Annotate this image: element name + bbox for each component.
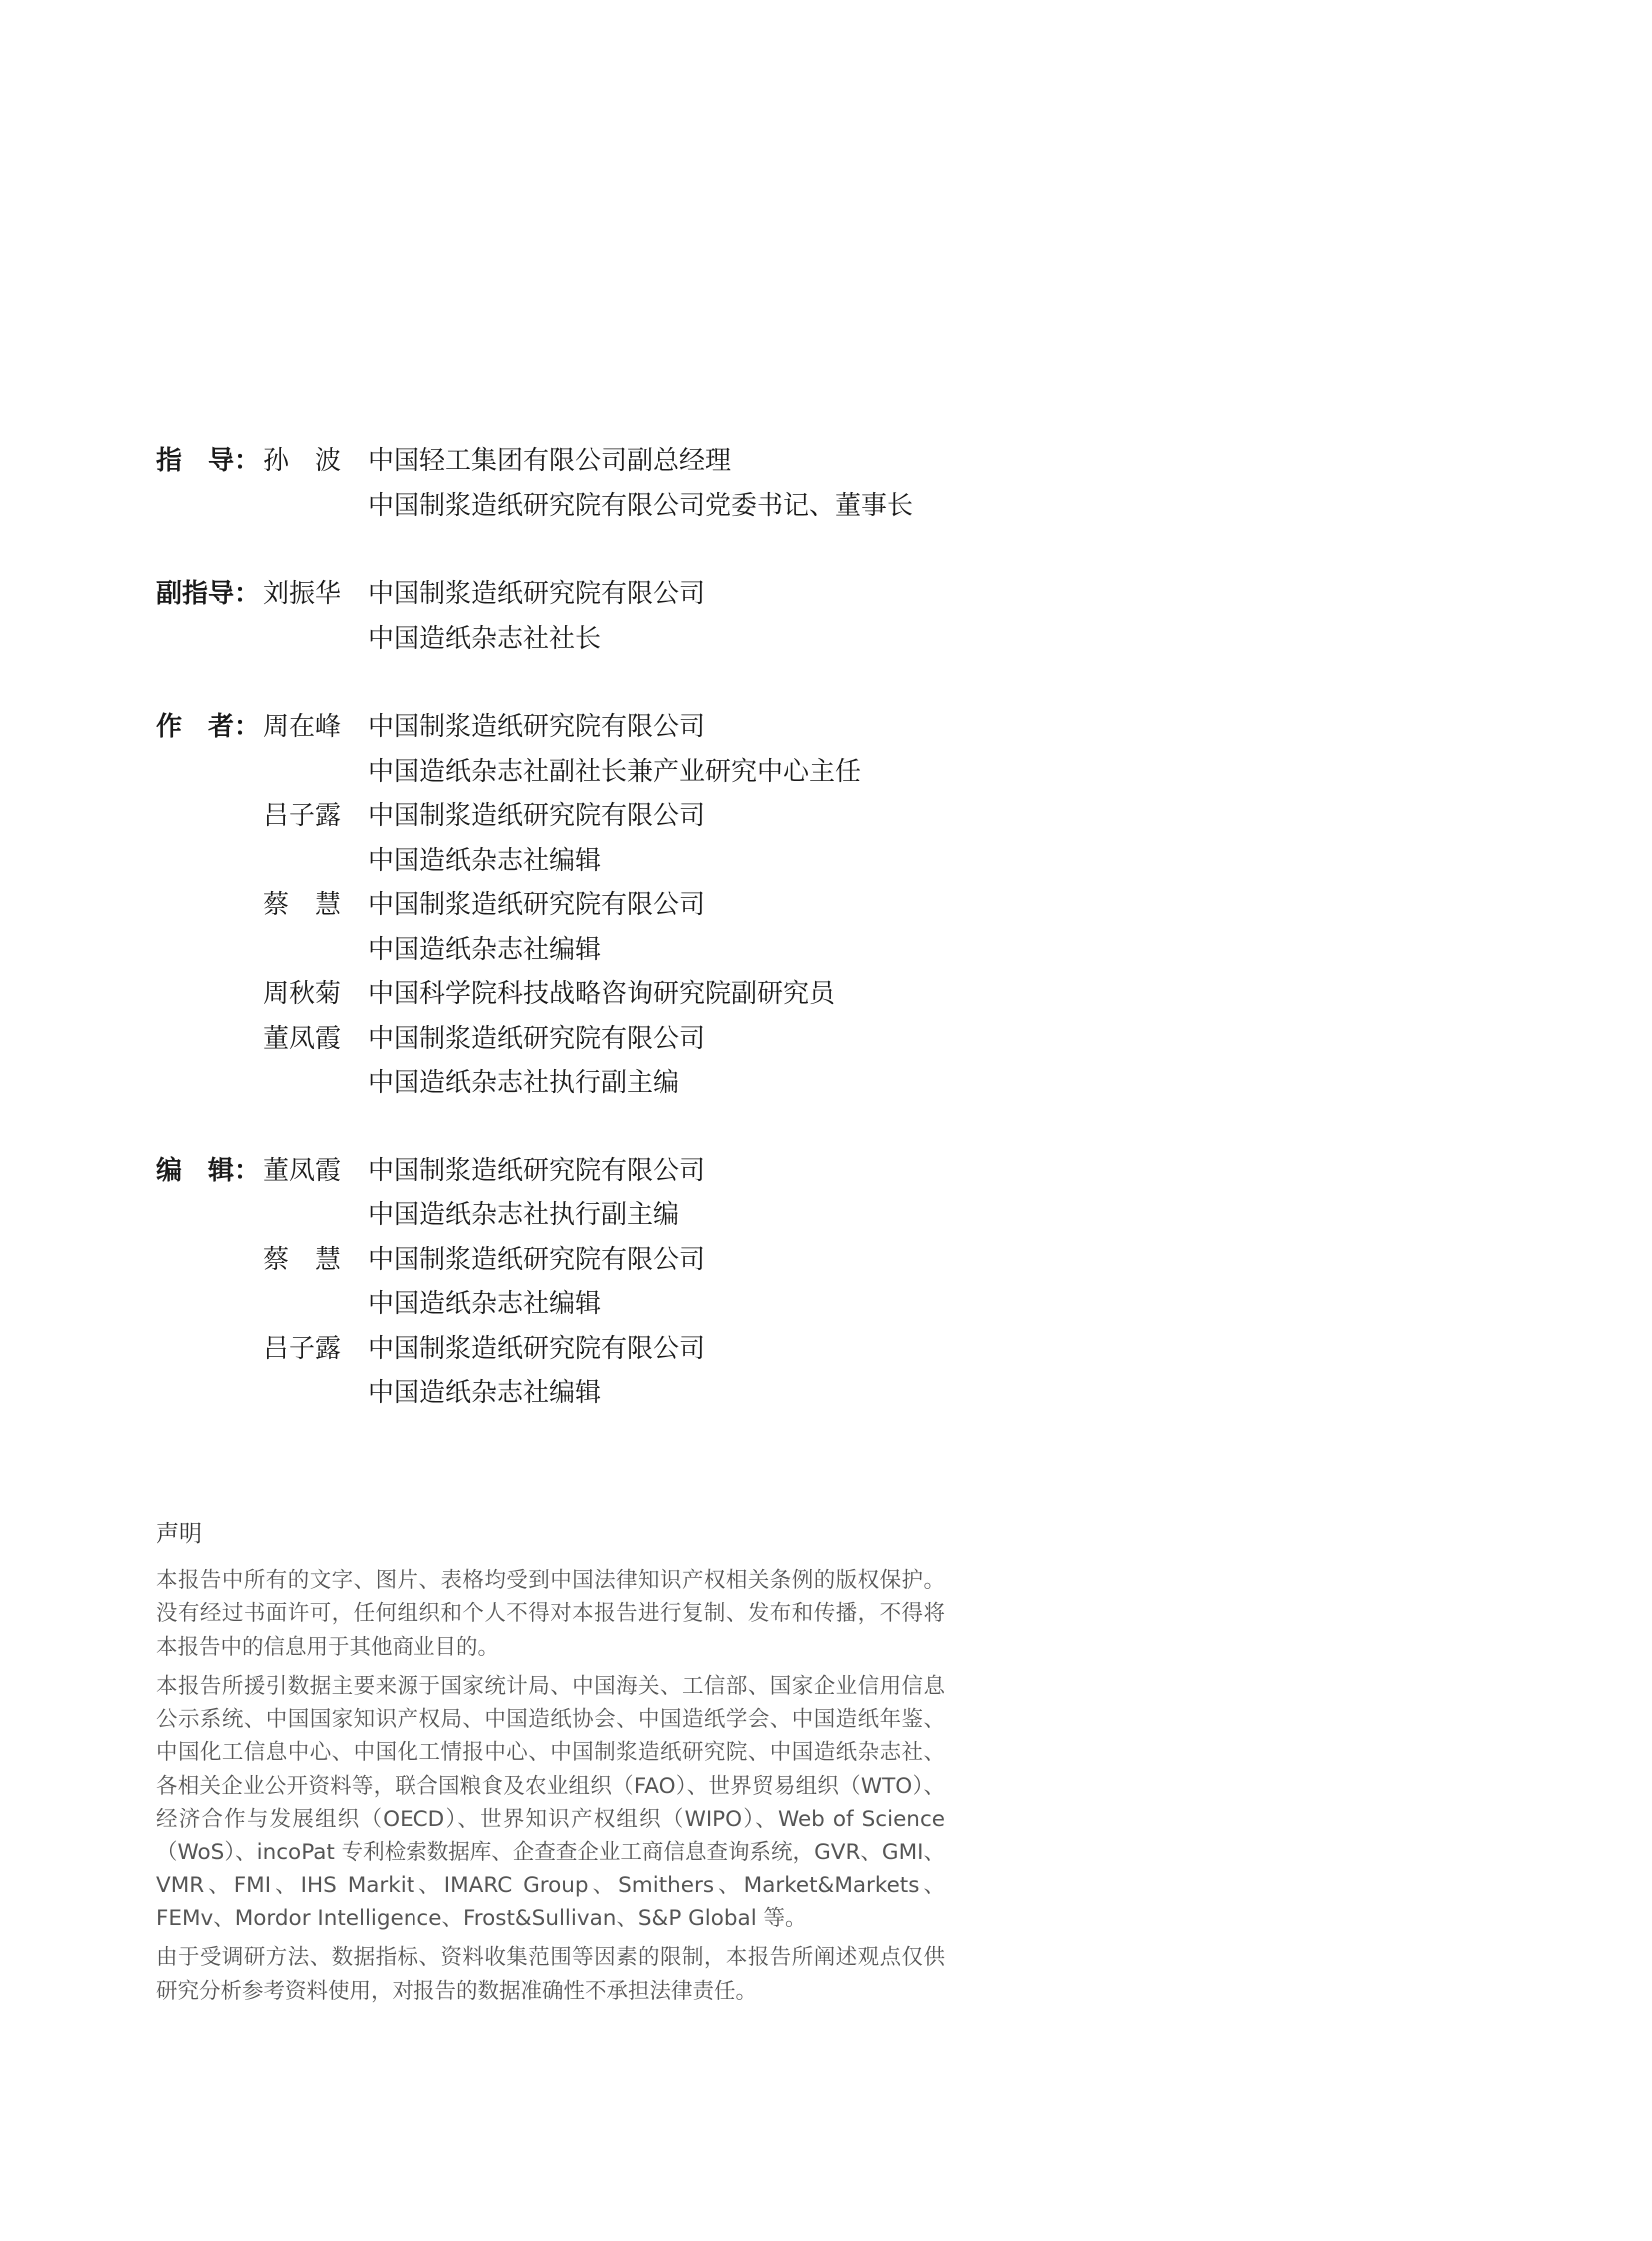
person-affiliation: 中国科学院科技战略咨询研究院副研究员 [368,979,836,1010]
statement-paragraph: 本报告所援引数据主要来源于国家统计局、中国海关、工信部、国家企业信用信息公示系统、中国国家知识产权局、中国造纸协会、中国造纸学会、中国造纸年鉴、中国化工信息中心、中国化工情报中心、中国制浆造纸研究院、中国造纸杂志社、各相关企业公开资料等，联合国粮食及农业组织（FAO）、世界贸易组织（WTO）、经济合作与发展组织（OECD）、世界知识产权组织（WIPO）、Web of Science（WoS）、incoPat 专利检索数据库、企查查企业工商信息查询系统，GVR、GMI、VMR、FMI、IHS Markit、IMARC Group、Smithers、Market&Markets、FEMv、Mordor Intelligence、Frost&Sullivan、S&P Global 等。 [156,1673,945,1931]
person-affiliation: 中国制浆造纸研究院有限公司 [368,1333,706,1364]
credit-group [156,439,1155,528]
credit-line [156,972,1155,1017]
person-name: 董凤霞 [263,1155,342,1186]
person-name: 蔡 慧 [263,890,342,921]
credit-line [156,1061,1155,1106]
person-name: 吕子露 [263,801,342,832]
person-affiliation: 中国制浆造纸研究院有限公司 [368,1155,706,1186]
credit-line [156,1371,1155,1416]
person-affiliation: 中国制浆造纸研究院有限公司 [368,890,706,921]
person-affiliation: 中国造纸杂志社执行副主编 [368,1068,680,1099]
person-affiliation: 中国制浆造纸研究院有限公司 [368,801,706,832]
credit-group [156,705,1155,1106]
credit-line [156,1193,1155,1238]
credit-role: 编 辑： [156,1155,261,1186]
credit-role: 指 导： [156,446,261,477]
person-name: 刘振华 [263,579,342,610]
person-affiliation: 中国造纸杂志社执行副主编 [368,1200,680,1231]
person-affiliation: 中国制浆造纸研究院有限公司 [368,579,706,610]
person-name: 孙 波 [263,446,342,477]
credit-line [156,750,1155,795]
person-name: 蔡 慧 [263,1244,342,1275]
credit-line [156,1282,1155,1327]
credit-line [156,928,1155,973]
person-affiliation: 中国制浆造纸研究院有限公司党委书记、董事长 [368,490,914,521]
credit-line [156,572,1155,617]
person-affiliation: 中国造纸杂志社副社长兼产业研究中心主任 [368,756,862,787]
person-name: 周在峰 [263,712,342,743]
credit-line [156,839,1155,884]
credit-group [156,572,1155,661]
person-name: 吕子露 [263,1333,342,1364]
person-name: 周秋菊 [263,979,342,1010]
credit-line [156,705,1155,750]
person-affiliation: 中国造纸杂志社编辑 [368,934,602,965]
person-affiliation: 中国制浆造纸研究院有限公司 [368,1023,706,1054]
credit-line [156,1017,1155,1062]
credit-line [156,617,1155,662]
credit-role: 副指导： [156,579,261,610]
credit-line [156,1238,1155,1283]
statement-title: 声明 [156,1521,202,1547]
credit-line [156,439,1155,484]
credit-group [156,1149,1155,1416]
credit-line [156,794,1155,839]
statement-paragraph: 由于受调研方法、数据指标、资料收集范围等因素的限制，本报告所阐述观点仅供研究分析参考资料使用，对报告的数据准确性不承担法律责任。 [156,1945,945,2004]
credit-line [156,1327,1155,1372]
credit-line [156,484,1155,529]
statement-paragraph: 本报告中所有的文字、图片、表格均受到中国法律知识产权相关条例的版权保护。没有经过书面许可，任何组织和个人不得对本报告进行复制、发布和传播，不得将本报告中的信息用于其他商业目的。 [156,1568,945,1660]
person-affiliation: 中国造纸杂志社社长 [368,623,602,654]
person-affiliation: 中国制浆造纸研究院有限公司 [368,712,706,743]
credits-section [156,439,1155,1460]
credit-line [156,883,1155,928]
person-affiliation: 中国轻工集团有限公司副总经理 [368,446,732,477]
credit-role: 作 者： [156,712,261,743]
credit-line [156,1149,1155,1194]
person-affiliation: 中国造纸杂志社编辑 [368,845,602,876]
person-name: 董凤霞 [263,1023,342,1054]
person-affiliation: 中国造纸杂志社编辑 [368,1378,602,1409]
person-affiliation: 中国制浆造纸研究院有限公司 [368,1244,706,1275]
statement-section [156,1518,945,2014]
person-affiliation: 中国造纸杂志社编辑 [368,1289,602,1320]
